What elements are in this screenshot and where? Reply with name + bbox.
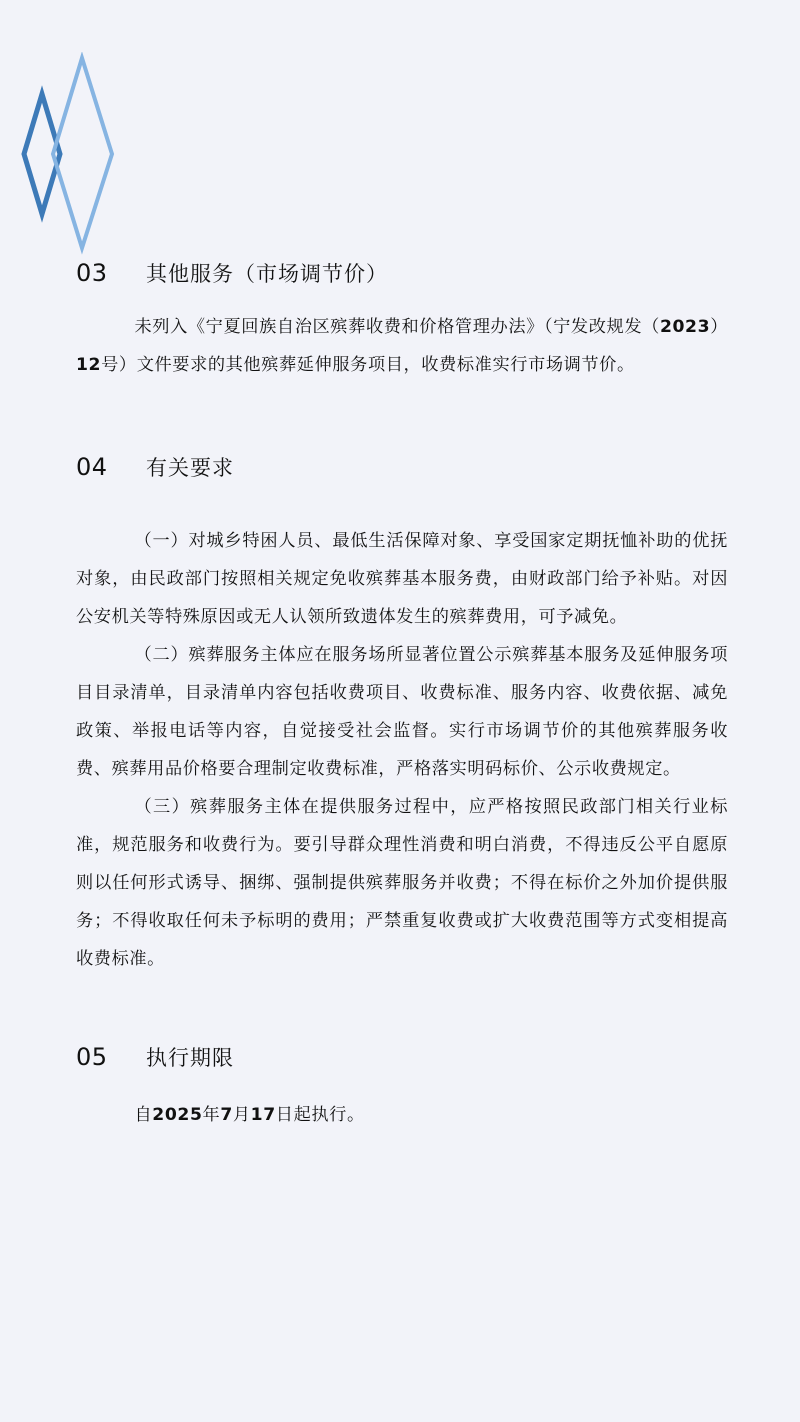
section-number: 05	[76, 1043, 108, 1071]
section-03	[76, 258, 728, 384]
section-header	[76, 452, 728, 482]
section-number: 04	[76, 453, 108, 481]
section-title: 执行期限	[146, 1046, 234, 1070]
section-header	[76, 258, 728, 288]
section-title: 其他服务（市场调节价）	[146, 262, 388, 286]
paragraph: 自2025年7月17日起执行。	[134, 1105, 365, 1125]
section-05	[76, 1042, 728, 1134]
section-04	[76, 452, 728, 978]
section-header	[76, 1042, 728, 1072]
section-title: 有关要求	[146, 456, 234, 480]
paragraph: （二）殡葬服务主体应在服务场所显著位置公示殡葬基本服务及延伸服务项目目录清单，目录清单内容包括收费项目、收费标准、服务内容、收费依据、减免政策、举报电话等内容，自觉接受社会监督。实行市场调节价的其他殡葬服务收费、殡葬用品价格要合理制定收费标准，严格落实明码标价、公示收费规定。	[76, 645, 728, 779]
paragraph: 未列入《宁夏回族自治区殡葬收费和价格管理办法》（宁发改规发（2023）12号）文件要求的其他殡葬延伸服务项目，收费标准实行市场调节价。	[76, 317, 728, 375]
section-number: 03	[76, 259, 108, 287]
paragraph: （三）殡葬服务主体在提供服务过程中，应严格按照民政部门相关行业标准，规范服务和收费行为。要引导群众理性消费和明白消费，不得违反公平自愿原则以任何形式诱导、捆绑、强制提供殡葬服务并收费；不得在标价之外加价提供服务；不得收取任何未予标明的费用；严禁重复收费或扩大收费范围等方式变相提高收费标准。	[76, 797, 728, 969]
paragraph: （一）对城乡特困人员、最低生活保障对象、享受国家定期抚恤补助的优抚对象，由民政部门按照相关规定免收殡葬基本服务费，由财政部门给予补贴。对因公安机关等特殊原因或无人认领所致遗体发生的殡葬费用，可予减免。	[76, 531, 728, 627]
double-diamond-icon	[18, 52, 122, 256]
